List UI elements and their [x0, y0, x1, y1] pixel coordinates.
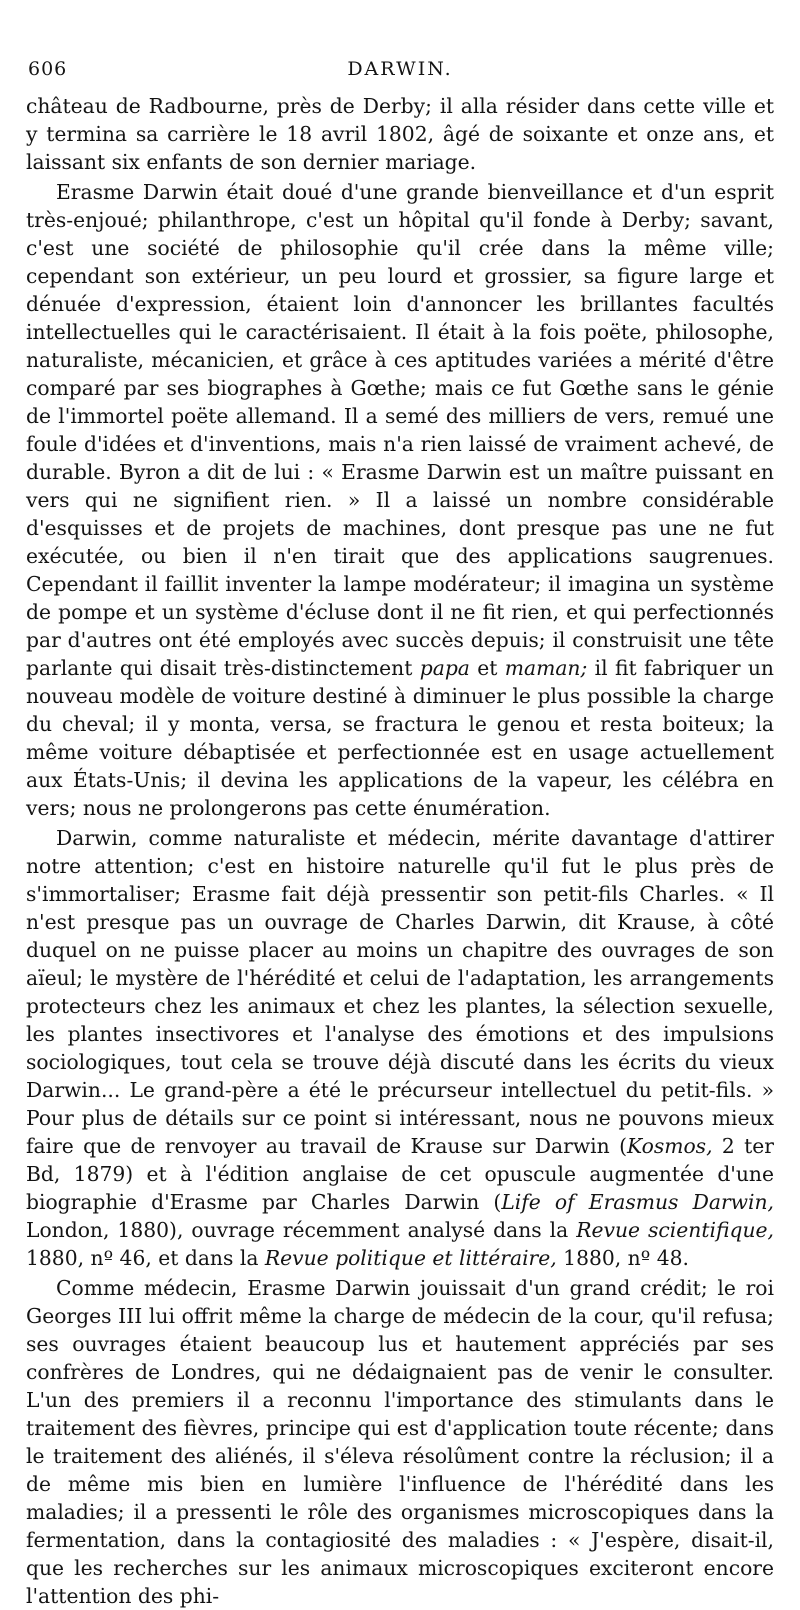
paragraph-3 — [26, 824, 774, 1272]
paragraph-1 — [26, 92, 774, 176]
text-run: 1880, nº 46, et dans la — [26, 1246, 265, 1270]
text-run: London, 1880), ouvrage récemment analysé dans la — [26, 1218, 577, 1242]
text-run: château de Radbourne, près de Derby; il alla résider dans cette ville et y termina sa carrière le 18 avril 1802, âgé de soixante et onze ans, et laissant six enfants de son dernier mariage. — [26, 94, 774, 174]
document-page — [26, 58, 774, 1610]
text-run: 1880, nº 48. — [556, 1246, 689, 1270]
paragraph-4 — [26, 1274, 774, 1610]
italic-text-run: Revue scientifique, — [576, 1218, 775, 1242]
page-number: 606 — [28, 58, 68, 80]
text-run: il fit fabriquer un nouveau modèle de voiture destiné à diminuer le plus possible la charge du cheval; il y monta, versa, se fractura le genou et resta boiteux; la même voiture débaptisée et perfectionnée est en usage actuellement aux États-Unis; il devina les applications de la vapeur, les célébra en vers; nous ne prolongerons pas cette énumération. — [26, 656, 774, 820]
italic-text-run: Revue politique et littéraire, — [264, 1246, 557, 1270]
running-header — [26, 58, 774, 92]
text-run: 2 ter Bd, 1879) et à l'édition anglaise de cet opuscule augmentée d'une biographie d'Erasme par Charles Darwin ( — [26, 1134, 774, 1214]
italic-text-run: papa — [419, 656, 470, 680]
paragraph-2 — [26, 178, 774, 822]
body-text — [26, 92, 774, 1610]
text-run: Darwin, comme naturaliste et médecin, mérite davantage d'attirer notre attention; c'est en histoire naturelle qu'il fut le plus près de s'immortaliser; Erasme fait déjà pressentir son petit-fils Charles. « Il n'est presque pas un ouvrage de Charles Darwin, dit Krause, à côté duquel on ne puisse placer au moins un chapitre des ouvrages de son aïeul; le mystère de l'hérédité et celui de l'adaptation, les arrangements protecteurs chez les animaux et chez les plantes, la sélection sexuelle, les plantes insectivores et l'analyse des émotions et des impulsions sociologiques, tout cela se trouve déjà discuté dans les écrits du vieux Darwin... Le grand-père a été le précurseur intellectuel du petit-fils. » Pour plus de détails sur ce point si intéressant, nous ne pouvons mieux faire que de renvoyer au travail de Krause sur Darwin ( — [26, 826, 774, 1158]
text-run: et — [469, 656, 505, 680]
text-run: Erasme Darwin était doué d'une grande bienveillance et d'un esprit très-enjoué; philanthrope, c'est un hôpital qu'il fonde à Derby; savant, c'est une société de philosophie qu'il crée dans la même ville; cependant son extérieur, un peu lourd et grossier, sa figure large et dénuée d'expression, étaient loin d'annoncer les brillantes facultés intellectuelles qui le caractérisaient. Il était à la fois poëte, philosophe, naturaliste, mécanicien, et grâce à ces aptitudes variées a mérité d'être comparé par ses biographes à Gœthe; mais ce fut Gœthe sans le génie de l'immortel poëte allemand. Il a semé des milliers de vers, remué une foule d'idées et d'inventions, mais n'a rien laissé de vraiment achevé, de durable. Byron a dit de lui : « Erasme Darwin est un maître puissant en vers qui ne signifient rien. » Il a laissé un nombre considérable d'esquisses et de projets de machines, dont presque pas une ne fut exécutée, ou bien il n'en tirait que des applications saugrenues. Cependant il faillit inventer la lampe modérateur; il imagina un système de pompe et un système d'écluse dont il ne fit rien, et qui perfectionnés par d'autres ont été employés avec succès depuis; il construisit une tête parlante qui disait très-distinctement — [26, 180, 774, 680]
italic-text-run: Life of Erasmus Darwin, — [501, 1190, 774, 1214]
italic-text-run: Kosmos, — [627, 1134, 713, 1158]
running-title: DARWIN. — [347, 58, 453, 80]
text-run: Comme médecin, Erasme Darwin jouissait d'un grand crédit; le roi Georges III lui offrit même la charge de médecin de la cour, qu'il refusa; ses ouvrages étaient beaucoup lus et hautement appréciés par ses confrères de Londres, qui ne dédaignaient pas de venir le consulter. L'un des premiers il a reconnu l'importance des stimulants dans le traitement des fièvres, principe qui est d'application toute récente; dans le traitement des aliénés, il s'éleva résolûment contre la réclusion; il a de même mis bien en lumière l'influence de l'hérédité dans les maladies; il a pressenti le rôle des organismes microscopiques dans la fermentation, dans la contagiosité des maladies : « J'espère, disait-il, que les recherches sur les animaux microscopiques exciteront encore l'attention des phi- — [26, 1276, 774, 1608]
italic-text-run: maman; — [504, 656, 588, 680]
